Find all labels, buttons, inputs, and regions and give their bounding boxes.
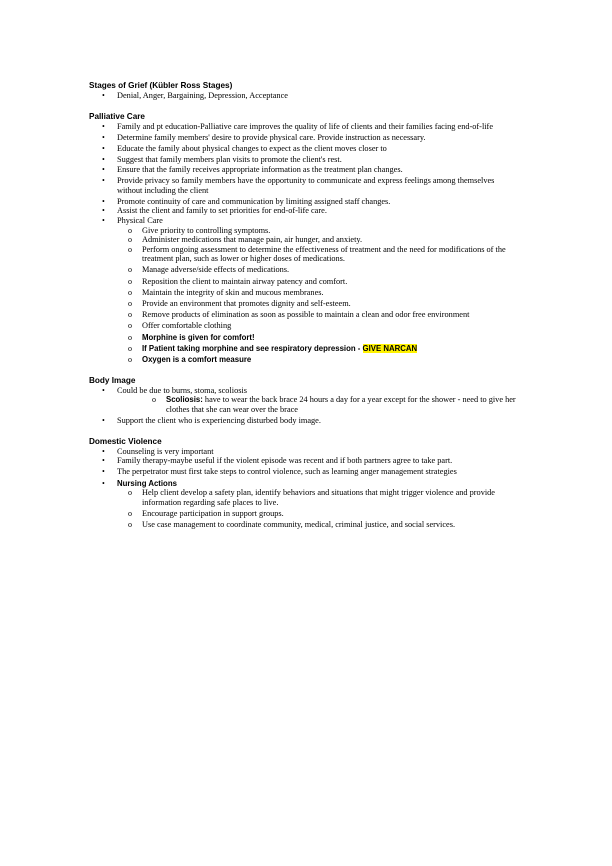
body-image-sublist (89, 395, 516, 414)
list-item: o Encourage participation in support groups. (128, 508, 284, 518)
domestic-heading: Domestic Violence (89, 436, 162, 446)
list-item: • Determine family members' desire to provide physical care. Provide instruction as necessary. (102, 132, 426, 142)
list-item: o Maintain the integrity of skin and mucous membranes. (128, 287, 324, 297)
list-item: • Provide privacy so family members have the opportunity to communicate and express feelings among themselves without including the client (102, 175, 495, 195)
list-item: o Provide an environment that promotes dignity and self-esteem. (128, 299, 351, 309)
list-item: • Support the client who is experiencing disturbed body image. (102, 415, 321, 425)
list-item: o Scoliosis: have to wear the back brace 24 hours a day for a year except for the shower - need to give her clothes that she can wear over the brace (152, 395, 516, 414)
list-item: • Assist the client and family to set priorities for end-of-life care. (102, 206, 327, 216)
section-palliative (89, 112, 516, 365)
list-item: • Nursing Actions o Help client develop a safety plan, identify behaviors and situations that might trigger violence and provide information regarding safe places to live. o Encourage participation in support groups. o Use case management to coordinate community, medical, criminal justice, and social services. (89, 479, 516, 530)
list-item: • Family therapy-maybe useful if the violent episode was recent and if both partners agree to take part. (102, 456, 453, 466)
list-item: • Educate the family about physical changes to expect as the client moves closer to (102, 143, 387, 153)
list-item: o Morphine is given for comfort! (128, 332, 255, 342)
list-item: o Oxygen is a comfort measure (128, 354, 252, 364)
list-item: o If Patient taking morphine and see respiratory depression - GIVE NARCAN (128, 343, 418, 353)
narcan-highlight: GIVE NARCAN (362, 343, 418, 353)
list-item: • Physical Care o Give priority to controlling symptoms. o Administer medications that manage pain, air hunger, and anxiety. o Perform ongoing assessment to determine the effectiveness of treatment and the need for modifications of the treatment plan, such as lower or higher doses of medications. o Manage adverse/side effects of medications. o Reposition the client to maintain airway patency and comfort. o Maintain the integrity of skin and mucous membranes. o Provide an environment that promotes dignity and self-esteem. o Remove products of elimination as soon as possible to maintain a clean and odor free environment o Offer comfortable clothing o Morphine is given for comfort! o If Patient taking morphine and see respiratory depression - GIVE NARCAN o Oxygen is a comfort measure (89, 216, 516, 365)
list-item: o Use case management to coordinate community, medical, criminal justice, and social services. (128, 520, 456, 530)
list-item: • The perpetrator must first take steps to control violence, such as learning anger management strategies (102, 467, 457, 477)
grief-heading: Stages of Grief (Kübler Ross Stages) (89, 81, 233, 90)
list-item: • Counseling is very important (102, 446, 214, 456)
morphine-warning-text: If Patient taking morphine and see respiratory depression - (142, 343, 363, 353)
physical-care-list (89, 226, 516, 365)
scoliosis-label: Scoliosis: (166, 395, 203, 405)
section-body-image (89, 376, 516, 426)
list-item: o Offer comfortable clothing (128, 321, 232, 331)
list-item: o Manage adverse/side effects of medications. (128, 265, 290, 275)
list-item: o Remove products of elimination as soon as possible to maintain a clean and odor free environment (128, 310, 470, 320)
list-item: o Administer medications that manage pain, air hunger, and anxiety. (128, 235, 363, 245)
list-item: • Suggest that family members plan visits to promote the client's rest. (102, 155, 342, 165)
list-item: o Give priority to controlling symptoms. (128, 225, 271, 235)
list-item: • Denial, Anger, Bargaining, Depression, Acceptance (102, 91, 288, 100)
section-grief (89, 81, 516, 101)
list-item: • Family and pt education-Palliative care improves the quality of life of clients and their families facing end-of-life (102, 121, 493, 131)
list-item: o Perform ongoing assessment to determine the effectiveness of treatment and the need for modifications of the treatment plan, such as lower or higher doses of medications. (128, 244, 506, 264)
palliative-heading: Palliative Care (89, 111, 145, 121)
list-item: • Ensure that the family receives appropriate information as the treatment plan changes. (102, 164, 403, 174)
list-item: • Promote continuity of care and communication by limiting assigned staff changes. (102, 196, 391, 206)
body-image-heading: Body Image (89, 375, 136, 385)
section-domestic-violence (89, 437, 516, 530)
list-item: o Help client develop a safety plan, identify behaviors and situations that might trigger violence and provide information regarding safe places to live. (128, 488, 495, 507)
nursing-actions-list (89, 488, 516, 530)
list-item: • Could be due to burns, stoma, scoliosis o Scoliosis: have to wear the back brace 24 hours a day for a year except for the shower - need to give her clothes that she can wear over the brace (89, 386, 516, 415)
list-item: o Reposition the client to maintain airway patency and comfort. (128, 276, 348, 286)
